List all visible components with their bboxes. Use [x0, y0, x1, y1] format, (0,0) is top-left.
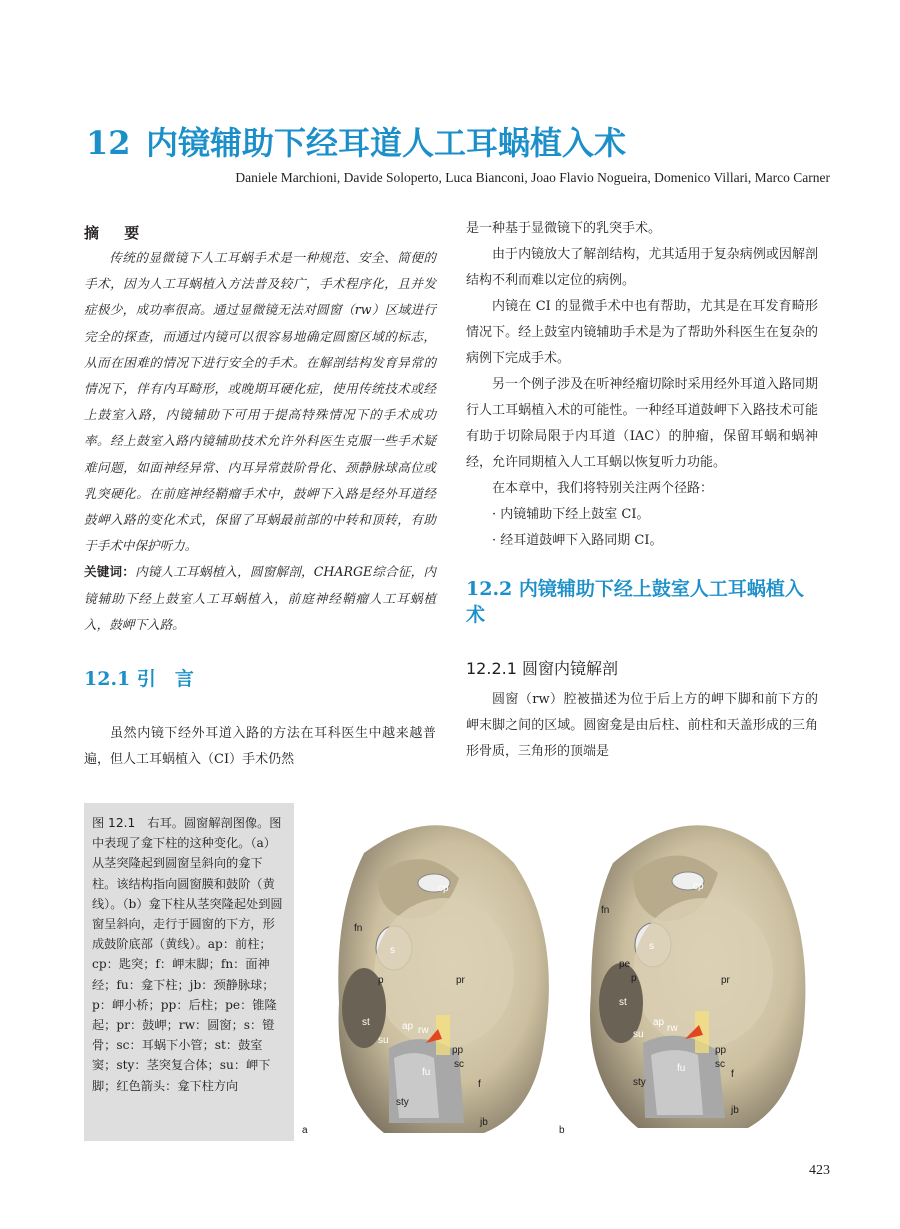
panel-letter-a: a — [302, 1125, 308, 1136]
bullet-item: · 内镜辅助下经上鼓室 CI。 — [492, 507, 650, 522]
panel-letter-b: b — [559, 1125, 565, 1136]
chapter-number: 12 — [86, 124, 131, 162]
label-ap: ap — [402, 1021, 414, 1032]
section-heading-12-1: 12.1 引 言 — [84, 668, 194, 691]
label-cp: cp — [438, 883, 449, 894]
paragraph: 圆窗（rw）腔被描述为位于后上方的岬下脚和前下方的岬末脚之间的区域。圆窗龛是由后柱、前柱和天盖形成的三角形骨质，三角形的顶端是 — [466, 692, 818, 759]
label-st: st — [362, 1017, 370, 1028]
label-s: s — [390, 945, 395, 956]
label-rw: rw — [418, 1025, 429, 1036]
fustis-region — [394, 1053, 439, 1118]
label-pp: pp — [715, 1045, 727, 1056]
abstract-body: 传统的显微镜下人工耳蜗手术是一种规范、安全、简便的手术，因为人工耳蜗植入方法普及较广，手术程序化，且并发症极少，成功率很高。通过显微镜无法对圆窗（rw）区域进行完全的探查，而通过内镜可以很容易地确定圆窗区域的标志，从而在困难的情况下进行安全的手术。在解剖结构发育异常的情况下，伴有内耳畸形，或晚期耳硬化症，使用传统技术或经上鼓室入路，内镜辅助下可用于提高特殊情况下的手术成功率。经上鼓室入路内镜辅助技术允许外科医生克服一些手术疑难问题，如面神经异常、内耳异常鼓阶骨化、颈静脉球高位或乳突硬化。在前庭神经鞘瘤手术中，鼓岬下入路是经外耳道经鼓岬入路的变化术式，保留了耳蜗最前部的中转和顶转，有助于手术中保护听力。 — [84, 250, 436, 554]
right-column — [466, 222, 818, 765]
label-rw: rw — [667, 1023, 678, 1034]
label-fn: fn — [601, 905, 610, 916]
label-jb: jb — [731, 1105, 739, 1116]
label-fn: fn — [354, 923, 363, 934]
label-sc: sc — [715, 1059, 725, 1070]
chapter-authors: Daniele Marchioni, Davide Soloperto, Luca Bianconi, Joao Flavio Nogueira, Domenico Villari, Marco Carner — [235, 170, 830, 185]
figure-panel-a — [294, 803, 553, 1141]
figure-caption — [84, 803, 294, 1141]
label-s: s — [649, 941, 654, 952]
label-sc: sc — [454, 1059, 464, 1070]
label-cp: cp — [693, 881, 704, 892]
label-p: p — [631, 973, 637, 984]
paragraph: 是一种基于显微镜下的乳突手术。 — [466, 221, 662, 236]
label-p: p — [378, 975, 384, 986]
subsection-heading: 12.2.1 圆窗内镜解剖 — [466, 659, 618, 678]
label-sty: sty — [633, 1077, 646, 1088]
label-fu: fu — [677, 1063, 686, 1074]
chapter-title — [86, 118, 626, 164]
label-f: f — [478, 1079, 481, 1090]
label-jb: jb — [480, 1117, 488, 1128]
chapter-title-text: 内镜辅助下经耳道人工耳蜗植入术 — [146, 124, 627, 162]
keywords-label: 关键词： — [84, 564, 136, 580]
label-pp: pp — [452, 1045, 464, 1056]
label-su: su — [633, 1029, 644, 1040]
label-st: st — [619, 997, 627, 1008]
figure-caption-label: 图 12.1 — [92, 816, 136, 830]
fustis-region — [651, 1050, 703, 1115]
keywords-text: 内镜人工耳蜗植入，圆窗解剖，CHARGE综合征，内镜辅助下经上鼓室人工耳蜗植入，前庭神经鞘瘤人工耳蜗植入，鼓岬下入路。 — [84, 564, 437, 632]
label-su: su — [378, 1035, 389, 1046]
keywords — [84, 559, 436, 638]
section-heading-12-2: 12.2 内镜辅助下经上鼓室人工耳蜗植入术 — [466, 578, 804, 626]
label-pr: pr — [721, 975, 730, 986]
figure-panel-b — [553, 803, 812, 1141]
label-sty: sty — [396, 1097, 409, 1108]
label-ap: ap — [653, 1017, 665, 1028]
label-pr: pr — [456, 975, 465, 986]
abstract-heading: 摘 要 — [84, 224, 150, 242]
paragraph: 由于内镜放大了解剖结构，尤其适用于复杂病例或因解剖结构不利而难以定位的病例。 — [466, 247, 818, 288]
page-number: 423 — [809, 1163, 830, 1178]
bullet-item: · 经耳道鼓岬下入路同期 CI。 — [492, 533, 663, 548]
paragraph: 另一个例子涉及在听神经瘤切除时采用经外耳道入路同期行人工耳蜗植入术的可能性。一种经耳道鼓岬下入路技术可能有助于切除局限于内耳道（IAC）的肿瘤，保留耳蜗和蜗神经，允许同期植入人工耳蜗以恢复听力功能。 — [466, 377, 818, 470]
figure-12-1 — [84, 803, 812, 1141]
label-pe: pe — [619, 959, 631, 970]
label-f: f — [731, 1069, 734, 1080]
left-column — [84, 222, 436, 773]
intro-paragraph: 虽然内镜下经外耳道入路的方法在耳科医生中越来越普遍，但人工耳蜗植入（CI）手术仍然 — [84, 726, 436, 768]
paragraph: 内镜在 CI 的显微手术中也有帮助，尤其是在耳发育畸形情况下。经上鼓室内镜辅助手术是为了帮助外科医生在复杂的病例下完成手术。 — [466, 299, 818, 366]
paragraph: 在本章中，我们将特别关注两个径路： — [492, 481, 714, 496]
label-fu: fu — [422, 1067, 431, 1078]
figure-caption-text: 右耳。圆窗解剖图像。图中表现了龛下柱的这种变化。（a）从茎突隆起到圆窗呈斜向的龛下柱。该结构指向圆窗膜和鼓阶（黄线）。（b）龛下柱从茎突隆起处到圆窗呈斜向，走行于圆窗的下方，形成鼓阶底部（黄线）。ap：前柱；cp：匙突；f：岬末脚；fn：面神经；fu：龛下柱；jb：颈静脉球；p：岬小桥；pp：后柱；pe：锥隆起；pr：鼓岬；rw：圆窗；s：镫骨；sc：耳蜗下小管；st：鼓室窦；sty：茎突复合体；su：岬下脚；红色箭头：龛下柱方向 — [92, 816, 283, 1093]
